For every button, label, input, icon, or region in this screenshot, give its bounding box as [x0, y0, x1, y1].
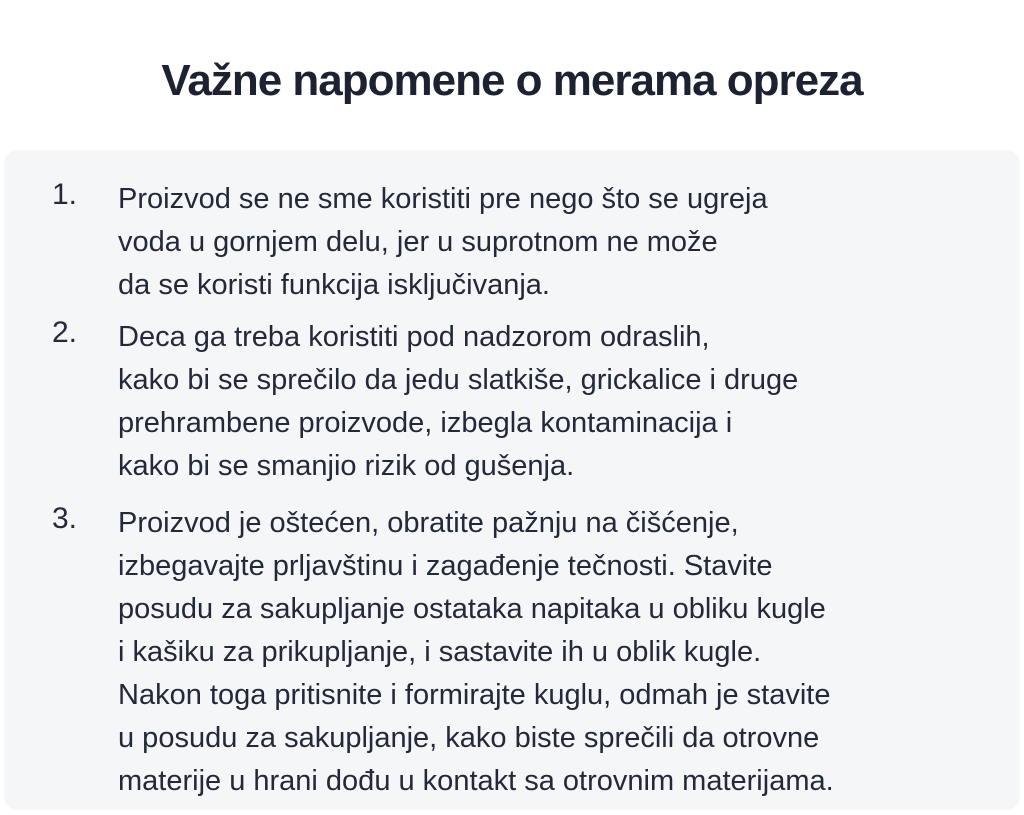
item-line: Deca ga treba koristiti pod nadzorom odraslih, [118, 321, 710, 353]
item-line: materije u hrani dođu u kontakt sa otrovnim materijama. [118, 765, 834, 797]
item-line: voda u gornjem delu, jer u suprotnom ne može [118, 226, 718, 258]
item-number: 1. [52, 178, 78, 211]
item-text [118, 316, 978, 488]
item-line: Nakon toga pritisnite i formirajte kuglu, odmah je stavite [118, 679, 831, 711]
item-number: 3. [52, 502, 78, 535]
item-number: 2. [52, 316, 78, 349]
item-line: da se koristi funkcija isključivanja. [118, 269, 550, 301]
item-line: i kašiku za prikupljanje, i sastavite ih u oblik kugle. [118, 636, 762, 668]
page-title: Važne napomene o merama opreza [161, 56, 863, 105]
item-line: Proizvod se ne sme koristiti pre nego što se ugreja [118, 183, 768, 215]
item-line: Proizvod je oštećen, obratite pažnju na čišćenje, [118, 507, 739, 539]
item-line: u posudu za sakupljanje, kako biste sprečili da otrovne [118, 722, 820, 754]
item-line: posudu za sakupljanje ostataka napitaka u obliku kugle [118, 593, 826, 625]
item-line: prehrambene proizvode, izbegla kontaminacija i [118, 407, 733, 439]
item-text [118, 502, 978, 803]
item-line: kako bi se smanjio rizik od gušenja. [118, 450, 575, 482]
item-line: izbegavajte prljavštinu i zagađenje tečnosti. Stavite [118, 550, 773, 582]
item-line: kako bi se sprečilo da jedu slatkiše, grickalice i druge [118, 364, 799, 396]
precautions-card [4, 150, 1020, 810]
item-text [118, 178, 978, 307]
